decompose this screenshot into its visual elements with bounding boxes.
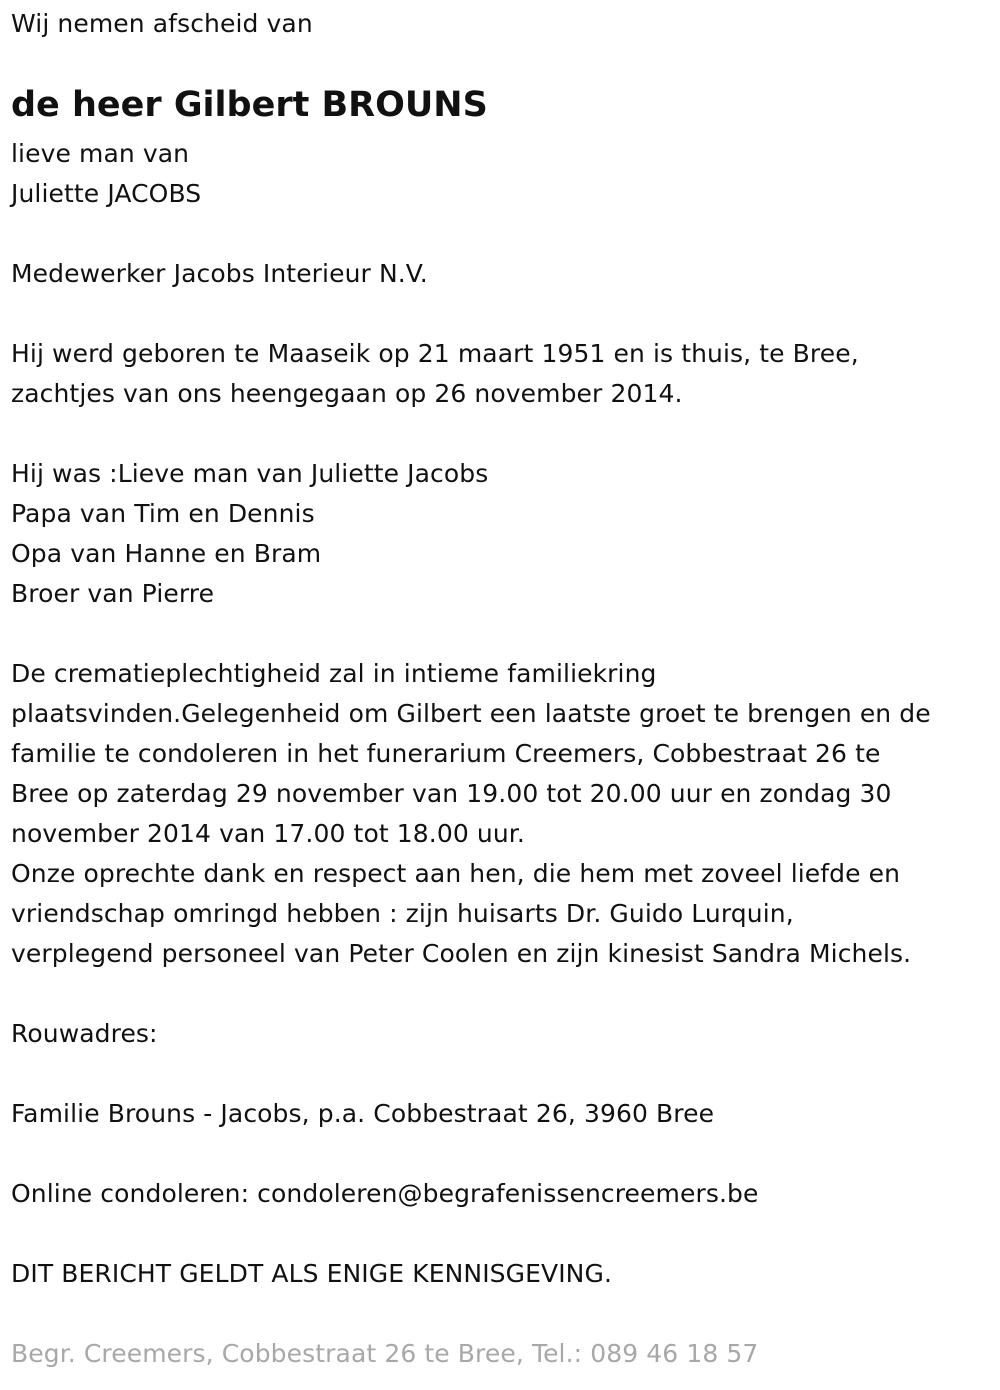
ceremony-line: De crematieplechtigheid zal in intieme familiekring bbox=[11, 659, 657, 688]
birth-line: Hij werd geboren te Maaseik op 21 maart 1951 en is thuis, te Bree, bbox=[11, 339, 859, 368]
notice-body bbox=[11, 134, 931, 1294]
funeral-home-footer: Begr. Creemers, Cobbestraat 26 te Bree, Tel.: 089 46 18 57 bbox=[11, 1339, 759, 1368]
online-condolence: Online condoleren: condoleren@begrafenissencreemers.be bbox=[11, 1179, 759, 1208]
ceremony-line: november 2014 van 17.00 tot 18.00 uur. bbox=[11, 819, 525, 848]
official-notice: DIT BERICHT GELDT ALS ENIGE KENNISGEVING. bbox=[11, 1259, 612, 1288]
ceremony-line: Bree op zaterdag 29 november van 19.00 tot 20.00 uur en zondag 30 bbox=[11, 779, 892, 808]
birth-line: zachtjes van ons heengegaan op 26 november 2014. bbox=[11, 379, 683, 408]
relation-line: Broer van Pierre bbox=[11, 579, 215, 608]
relation-line: Opa van Hanne en Bram bbox=[11, 539, 322, 568]
relation-line: Papa van Tim en Dennis bbox=[11, 499, 315, 528]
spouse-label: lieve man van bbox=[11, 139, 190, 168]
address-label: Rouwadres: bbox=[11, 1019, 158, 1048]
deceased-name: de heer Gilbert BROUNS bbox=[11, 85, 488, 125]
thanks-line: Onze oprechte dank en respect aan hen, die hem met zoveel liefde en bbox=[11, 859, 901, 888]
spouse-name: Juliette JACOBS bbox=[11, 179, 202, 208]
thanks-line: verplegend personeel van Peter Coolen en zijn kinesist Sandra Michels. bbox=[11, 939, 912, 968]
relation-line: Hij was :Lieve man van Juliette Jacobs bbox=[11, 459, 489, 488]
ceremony-line: familie te condoleren in het funerarium Creemers, Cobbestraat 26 te bbox=[11, 739, 881, 768]
mourning-address: Familie Brouns - Jacobs, p.a. Cobbestraat 26, 3960 Bree bbox=[11, 1099, 715, 1128]
occupation: Medewerker Jacobs Interieur N.V. bbox=[11, 259, 428, 288]
ceremony-line: plaatsvinden.Gelegenheid om Gilbert een laatste groet te brengen en de bbox=[11, 699, 931, 728]
thanks-line: vriendschap omringd hebben : zijn huisarts Dr. Guido Lurquin, bbox=[11, 899, 794, 928]
intro-text: Wij nemen afscheid van bbox=[11, 9, 313, 38]
